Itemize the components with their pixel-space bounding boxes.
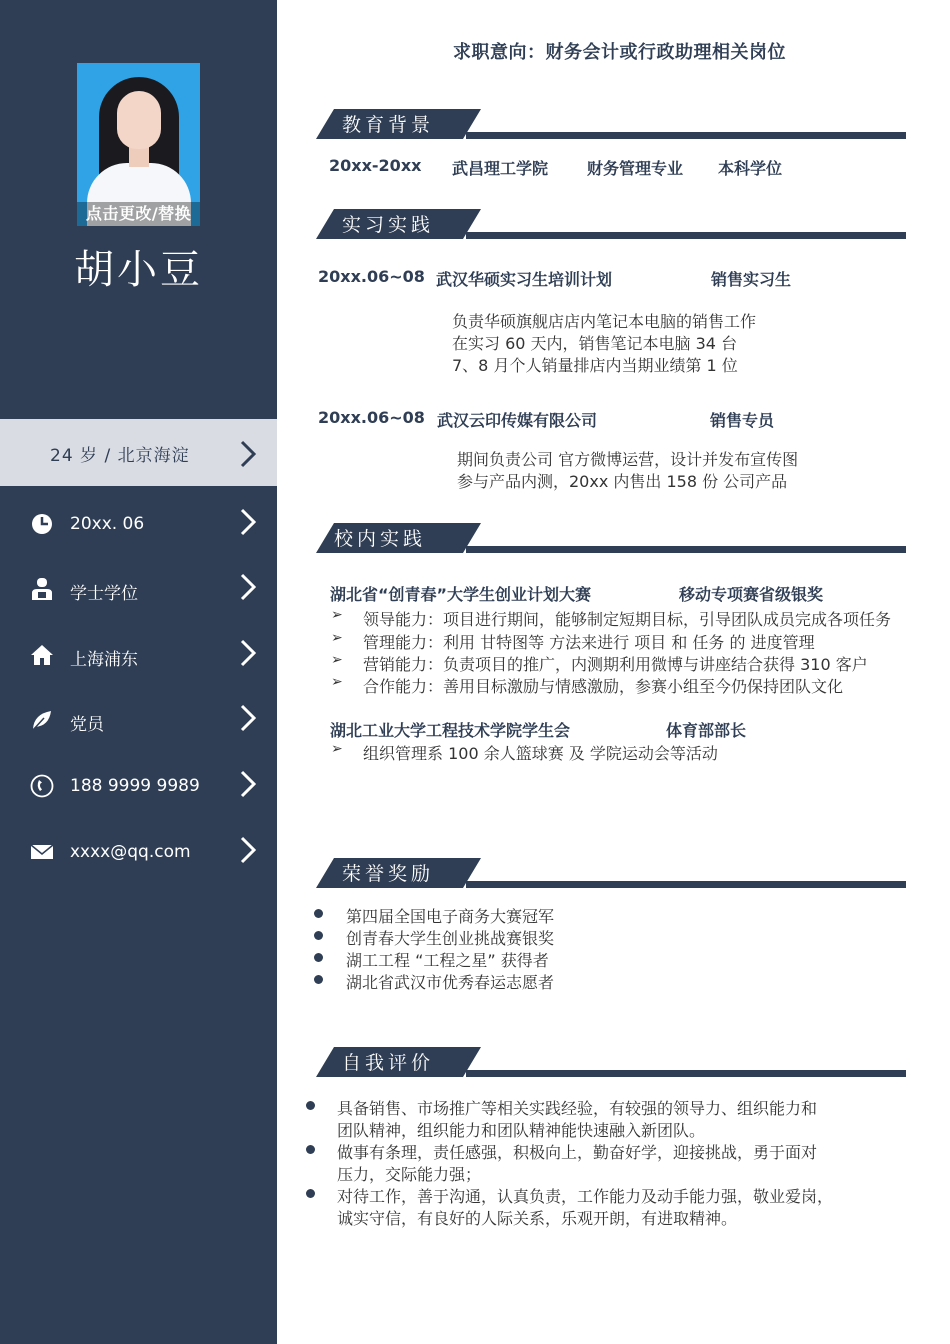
bullet-dot-icon — [306, 1189, 315, 1198]
self-eval-line: 压力，交际能力强； — [337, 1165, 482, 1184]
section-title: 荣誉奖励 — [342, 863, 435, 885]
info-row-location[interactable] — [0, 635, 277, 675]
internship-detail-line: 7、8 月个人销量排店内当期业绩第 1 位 — [452, 356, 738, 375]
internship-role: 销售实习生 — [711, 270, 792, 289]
self-eval-line: 具备销售、市场推广等相关实践经验，有较强的领导力、组织能力和 — [337, 1099, 818, 1118]
section-header-internship — [316, 206, 906, 242]
arrow-bullet-icon: ➢ — [331, 674, 343, 690]
bullet-dot-icon — [306, 1145, 315, 1154]
internship-role: 销售专员 — [710, 411, 775, 430]
bullet-dot-icon — [314, 953, 323, 962]
leaf-icon — [30, 708, 54, 732]
campus-org: 湖北工业大学工程技术学院学生会 — [330, 721, 571, 740]
campus-item: 合作能力：善用目标激励与情感激励，参赛小组至今仍保持团队文化 — [363, 677, 844, 696]
mail-icon — [30, 840, 54, 864]
internship-detail-line: 在实习 60 天内，销售笔记本电脑 34 台 — [452, 334, 738, 353]
info-row-phone[interactable] — [0, 766, 277, 806]
profile-photo[interactable] — [77, 63, 200, 226]
arrow-bullet-icon: ➢ — [331, 741, 343, 757]
info-location-text: 上海浦东 — [70, 650, 138, 670]
arrow-bullet-icon: ➢ — [331, 607, 343, 623]
honor-item: 湖北省武汉市优秀春运志愿者 — [346, 973, 555, 992]
clock-icon — [30, 512, 54, 536]
self-eval-line: 做事有条理，责任感强，积极向上，勤奋好学，迎接挑战，勇于面对 — [337, 1143, 818, 1162]
bullet-dot-icon — [314, 975, 323, 984]
arrow-bullet-icon: ➢ — [331, 652, 343, 668]
education-degree: 本科学位 — [718, 159, 783, 178]
age-location-row[interactable] — [0, 419, 277, 486]
section-header-campus — [316, 520, 906, 556]
candidate-name: 胡小豆 — [74, 247, 203, 293]
education-school: 武昌理工学院 — [452, 159, 549, 178]
arrow-bullet-icon: ➢ — [331, 630, 343, 646]
info-degree-text: 学士学位 — [70, 584, 138, 604]
section-title: 校内实践 — [334, 528, 427, 550]
education-major: 财务管理专业 — [587, 159, 684, 178]
self-eval-line: 团队精神，组织能力和团队精神能快速融入新团队。 — [337, 1121, 706, 1140]
campus-item: 领导能力：项目进行期间，能够制定短期目标，引导团队成员完成各项任务 — [363, 610, 892, 629]
chevron-right-icon — [238, 769, 258, 799]
internship-org: 武汉华硕实习生培训计划 — [436, 270, 613, 289]
internship-org: 武汉云印传媒有限公司 — [437, 411, 598, 430]
info-email-text: xxxx@qq.com — [70, 842, 191, 862]
campus-item: 管理能力：利用 甘特图等 方法来进行 项目 和 任务 的 进度管理 — [363, 633, 815, 652]
section-title: 教育背景 — [342, 114, 435, 136]
section-header-self-eval — [316, 1044, 906, 1080]
info-row-political[interactable] — [0, 700, 277, 740]
chevron-right-icon — [238, 507, 258, 537]
info-political-text: 党员 — [70, 715, 104, 735]
job-objective: 求职意向：财务会计或行政助理相关岗位 — [453, 42, 786, 63]
honor-item: 湖工工程 “工程之星” 获得者 — [346, 951, 549, 970]
chevron-right-icon — [238, 572, 258, 602]
chevron-right-icon — [238, 439, 258, 469]
section-title: 自我评价 — [342, 1052, 435, 1074]
internship-detail-line: 负责华硕旗舰店店内笔记本电脑的销售工作 — [452, 312, 757, 331]
info-row-degree[interactable] — [0, 569, 277, 609]
honor-item: 第四届全国电子商务大赛冠军 — [346, 907, 555, 926]
internship-date: 20xx.06~08 — [318, 267, 425, 286]
self-eval-line: 诚实守信，有良好的人际关系，乐观开朗，有进取精神。 — [337, 1209, 738, 1228]
bullet-dot-icon — [314, 909, 323, 918]
campus-item: 营销能力：负责项目的推广，内测期利用微博与讲座结合获得 310 客户 — [363, 655, 868, 674]
info-row-date[interactable] — [0, 504, 277, 544]
campus-org: 湖北省“创青春”大学生创业计划大赛 — [330, 585, 592, 604]
info-row-email[interactable] — [0, 832, 277, 872]
photo-replace-caption[interactable]: 点击更改/替换 — [77, 202, 200, 226]
chevron-right-icon — [238, 835, 258, 865]
chevron-right-icon — [238, 638, 258, 668]
campus-role: 体育部部长 — [666, 721, 747, 740]
internship-detail-line: 期间负责公司 官方微博运营，设计并发布宣传图 — [457, 450, 799, 469]
home-icon — [30, 643, 54, 667]
section-header-honors — [316, 855, 906, 891]
sidebar — [0, 0, 277, 1344]
campus-item: 组织管理系 100 余人篮球赛 及 学院运动会等活动 — [363, 744, 718, 763]
age-location-text: 24 岁 / 北京海淀 — [50, 446, 190, 466]
education-period: 20xx-20xx — [329, 156, 422, 175]
info-date-text: 20xx. 06 — [70, 514, 145, 534]
honor-item: 创青春大学生创业挑战赛银奖 — [346, 929, 555, 948]
internship-detail-line: 参与产品内测，20xx 内售出 158 份 公司产品 — [457, 472, 788, 491]
bullet-dot-icon — [314, 931, 323, 940]
self-eval-line: 对待工作，善于沟通，认真负责，工作能力及动手能力强，敬业爱岗， — [337, 1187, 834, 1206]
graduate-icon — [30, 577, 54, 601]
section-header-education — [316, 106, 906, 142]
chevron-right-icon — [238, 703, 258, 733]
section-title: 实习实践 — [342, 214, 435, 236]
campus-role: 移动专项赛省级银奖 — [679, 585, 824, 604]
bullet-dot-icon — [306, 1101, 315, 1110]
info-phone-text: 188 9999 9989 — [70, 776, 200, 796]
phone-icon — [30, 774, 54, 798]
internship-date: 20xx.06~08 — [318, 408, 425, 427]
